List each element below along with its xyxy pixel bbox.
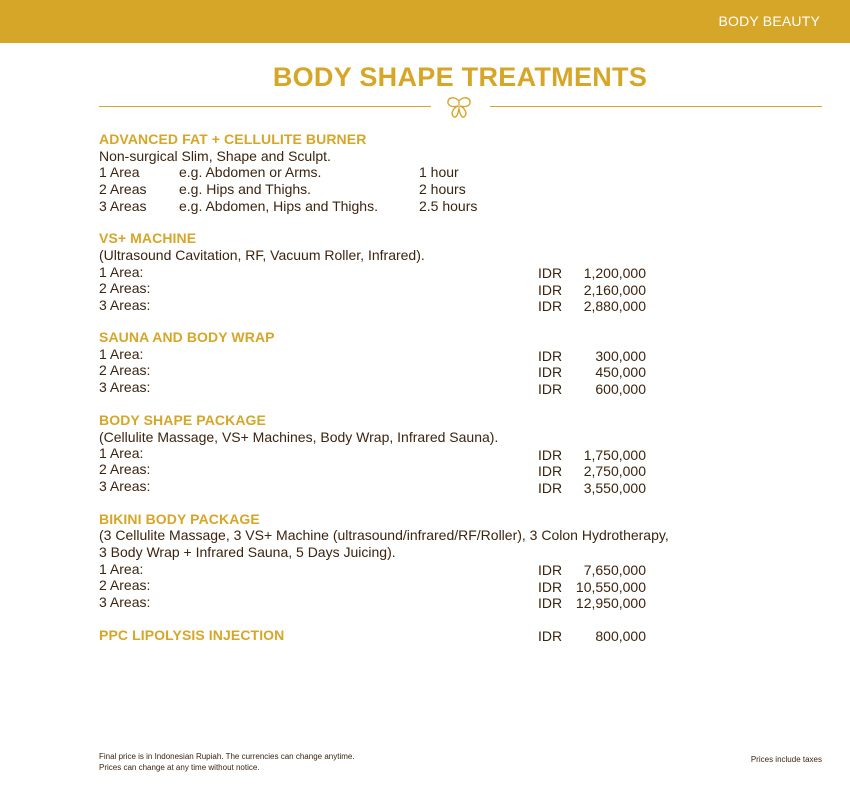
title-divider-right xyxy=(490,106,822,107)
price-amount: 10,550,000 xyxy=(575,579,646,595)
row-label: 1 Area: xyxy=(99,264,144,280)
price-amount: 2,880,000 xyxy=(583,298,646,314)
row-label: 3 Areas: xyxy=(99,478,151,494)
section-desc: (3 Cellulite Massage, 3 VS+ Machine (ultrasound/infrared/RF/Roller), 3 Colon Hydrotherapy, xyxy=(99,527,669,543)
row-label: 2 Areas: xyxy=(99,362,151,378)
row-label: 1 Area: xyxy=(99,561,144,577)
price-amount: 1,750,000 xyxy=(583,447,646,463)
price-amount: 3,550,000 xyxy=(583,480,646,496)
row-label: 1 Area xyxy=(99,164,140,180)
section-desc: (Ultrasound Cavitation, RF, Vacuum Roller, Infrared). xyxy=(99,247,425,263)
butterfly-ornament-icon xyxy=(444,96,474,120)
footer-note-currency: Final price is in Indonesian Rupiah. The currencies can change anytime. xyxy=(99,752,355,761)
row-label: 1 Area: xyxy=(99,346,144,362)
row-label: 3 Areas: xyxy=(99,594,151,610)
section-title-bikini-body-package: BIKINI BODY PACKAGE xyxy=(99,511,260,527)
row-label: 1 Area: xyxy=(99,445,144,461)
section-title-vs-machine: VS+ MACHINE xyxy=(99,230,197,246)
row-label: 2 Areas: xyxy=(99,280,151,296)
price-amount: 800,000 xyxy=(595,628,646,644)
price-currency: IDR xyxy=(538,282,563,298)
price-amount: 2,160,000 xyxy=(583,282,646,298)
price-currency: IDR xyxy=(538,579,563,595)
row-example: e.g. Abdomen or Arms. xyxy=(179,164,322,180)
footer-note-taxes: Prices include taxes xyxy=(750,755,822,764)
row-example: e.g. Hips and Thighs. xyxy=(179,181,312,197)
price-currency: IDR xyxy=(538,595,563,611)
row-example: e.g. Abdomen, Hips and Thighs. xyxy=(179,198,378,214)
price-currency: IDR xyxy=(538,265,563,281)
row-label: 2 Areas: xyxy=(99,461,151,477)
price-amount: 2,750,000 xyxy=(583,463,646,479)
row-duration: 2 hours xyxy=(419,181,466,197)
price-amount: 300,000 xyxy=(595,348,646,364)
row-duration: 1 hour xyxy=(419,164,459,180)
price-currency: IDR xyxy=(538,298,563,314)
section-title-sauna: SAUNA AND BODY WRAP xyxy=(99,329,275,345)
footer-note-prices: Prices can change at any time without notice. xyxy=(99,763,260,772)
header-label: BODY BEAUTY xyxy=(718,13,820,29)
price-currency: IDR xyxy=(538,562,563,578)
price-amount: 600,000 xyxy=(595,381,646,397)
price-amount: 12,950,000 xyxy=(575,595,646,611)
row-label: 2 Areas: xyxy=(99,577,151,593)
price-amount: 1,200,000 xyxy=(583,265,646,281)
section-desc: 3 Body Wrap + Infrared Sauna, 5 Days Juicing). xyxy=(99,544,396,560)
row-label: 2 Areas xyxy=(99,181,147,197)
price-amount: 7,650,000 xyxy=(583,562,646,578)
price-currency: IDR xyxy=(538,463,563,479)
page-title: BODY SHAPE TREATMENTS xyxy=(272,62,648,92)
row-label: 3 Areas xyxy=(99,198,147,214)
price-currency: IDR xyxy=(538,628,563,644)
price-currency: IDR xyxy=(538,381,563,397)
section-title-body-shape-package: BODY SHAPE PACKAGE xyxy=(99,412,266,428)
price-currency: IDR xyxy=(538,447,563,463)
price-amount: 450,000 xyxy=(595,364,646,380)
price-currency: IDR xyxy=(538,348,563,364)
header-bar xyxy=(0,0,850,43)
title-divider-left xyxy=(99,106,431,107)
section-title-ppc-lipolysis: PPC LIPOLYSIS INJECTION xyxy=(99,627,285,643)
section-desc: (Cellulite Massage, VS+ Machines, Body Wrap, Infrared Sauna). xyxy=(99,429,499,445)
section-title-fat-burner: ADVANCED FAT + CELLULITE BURNER xyxy=(99,131,367,147)
row-duration: 2.5 hours xyxy=(419,198,478,214)
price-currency: IDR xyxy=(538,480,563,496)
price-currency: IDR xyxy=(538,364,563,380)
section-desc: Non-surgical Slim, Shape and Sculpt. xyxy=(99,148,331,164)
row-label: 3 Areas: xyxy=(99,297,151,313)
row-label: 3 Areas: xyxy=(99,379,151,395)
